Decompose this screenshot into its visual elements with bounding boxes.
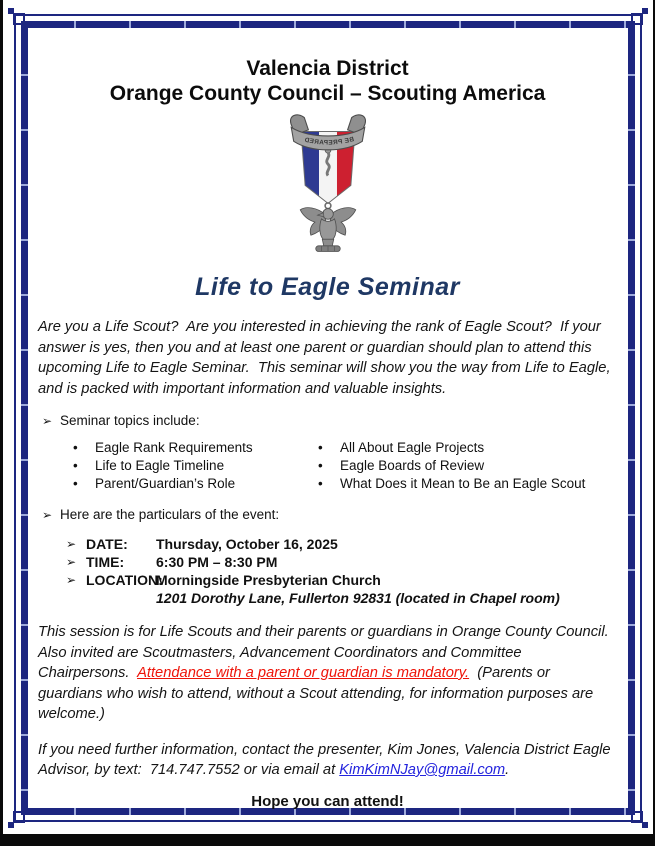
arrow-bullet-icon: ➢: [66, 555, 77, 569]
location-label: LOCATION:: [86, 572, 163, 588]
contact-text-before: If you need further information, contact the presenter, Kim Jones, Valencia District Eagle Advisor, by text: 714.747.7552 or via email at: [38, 741, 615, 778]
list-item: [318, 439, 585, 457]
email-link[interactable]: KimKimNJay@gmail.com: [339, 762, 506, 778]
list-item: [318, 475, 585, 493]
border-corner-ornament: [628, 808, 648, 828]
eagle-scout-medal-icon: [279, 110, 377, 264]
medal-container: [38, 110, 617, 269]
arrow-bullet-icon: ➢: [66, 573, 77, 587]
dot-bullet-icon: •: [318, 440, 323, 455]
contact-paragraph: [38, 740, 617, 781]
topic-label: Eagle Rank Requirements: [95, 440, 253, 455]
topics-column-right: [318, 439, 585, 493]
document-header: [38, 56, 617, 106]
header-line-district: Valencia District: [246, 57, 409, 80]
topic-label: Eagle Boards of Review: [340, 458, 485, 473]
location-value: Morningside Presbyterian Church: [156, 572, 381, 588]
dot-bullet-icon: •: [318, 458, 323, 473]
session-text-before: This session is for Life Scouts and their parents or guardians in Orange County Council. Also invited are Scoutmasters, Advancement Coordinators and Committee Chairpersons.: [38, 624, 617, 681]
dot-bullet-icon: •: [73, 476, 78, 491]
topics-heading-row: [38, 412, 617, 430]
topics-heading: Seminar topics include:: [60, 413, 200, 428]
topic-label: What Does it Mean to Be an Eagle Scout: [340, 476, 586, 491]
detail-row-time: [38, 553, 617, 571]
list-item: [318, 457, 585, 475]
eagle-pendant: [300, 203, 356, 252]
header-line-council: Orange County Council – Scouting America: [109, 82, 546, 105]
spacer: [86, 589, 156, 607]
arrow-bullet-icon: ➢: [66, 537, 77, 551]
detail-row-date: [38, 535, 617, 553]
session-paragraph: [38, 622, 617, 725]
closing-line: Hope you can attend!: [251, 792, 404, 810]
arrow-bullet-icon: ➢: [42, 508, 53, 522]
detail-row-location-address: [38, 589, 617, 607]
page-title: Life to Eagle Seminar: [195, 273, 460, 301]
date-label: DATE:: [86, 536, 128, 552]
topic-label: Life to Eagle Timeline: [95, 458, 225, 473]
location-address: 1201 Dorothy Lane, Fullerton 92831 (located in Chapel room): [156, 590, 560, 606]
list-item: [73, 457, 318, 475]
event-details: [38, 535, 617, 607]
topic-label: Parent/Guardian’s Role: [95, 476, 236, 491]
time-value: 6:30 PM – 8:30 PM: [156, 554, 278, 570]
detail-row-location: [38, 571, 617, 589]
frame-edge-bottom: [0, 834, 655, 846]
topics-column-left: [73, 439, 318, 493]
contact-text-after: .: [505, 762, 510, 778]
dot-bullet-icon: •: [318, 476, 323, 491]
intro-paragraph: Are you a Life Scout? Are you interested in achieving the rank of Eagle Scout? If your answer is yes, then you and at least one parent or guardian should plan to attend this upcoming Life to Eagle Seminar. This seminar will show you the way from Life to Eagle, and is packed with important information and valuable insights.: [38, 319, 615, 397]
arrow-bullet-icon: ➢: [42, 414, 53, 428]
session-text-after: (Parents or guardians who wish to attend, without a Scout attending, for information purposes are welcome.): [38, 665, 598, 722]
spacer: [66, 589, 86, 607]
dot-bullet-icon: •: [73, 458, 78, 473]
date-value: Thursday, October 16, 2025: [156, 536, 338, 552]
list-item: [73, 475, 318, 493]
svg-text:BE PREPARED: BE PREPARED: [302, 136, 355, 147]
topic-label: All About Eagle Projects: [340, 440, 485, 455]
particulars-heading-row: [38, 506, 617, 524]
border-corner-ornament: [8, 808, 28, 828]
dot-bullet-icon: •: [73, 440, 78, 455]
time-label: TIME:: [86, 554, 125, 570]
particulars-heading: Here are the particulars of the event:: [60, 507, 280, 522]
topics-columns: [38, 439, 617, 493]
list-item: [73, 439, 318, 457]
mandatory-attendance-note: Attendance with a parent or guardian is mandatory.: [137, 665, 470, 681]
